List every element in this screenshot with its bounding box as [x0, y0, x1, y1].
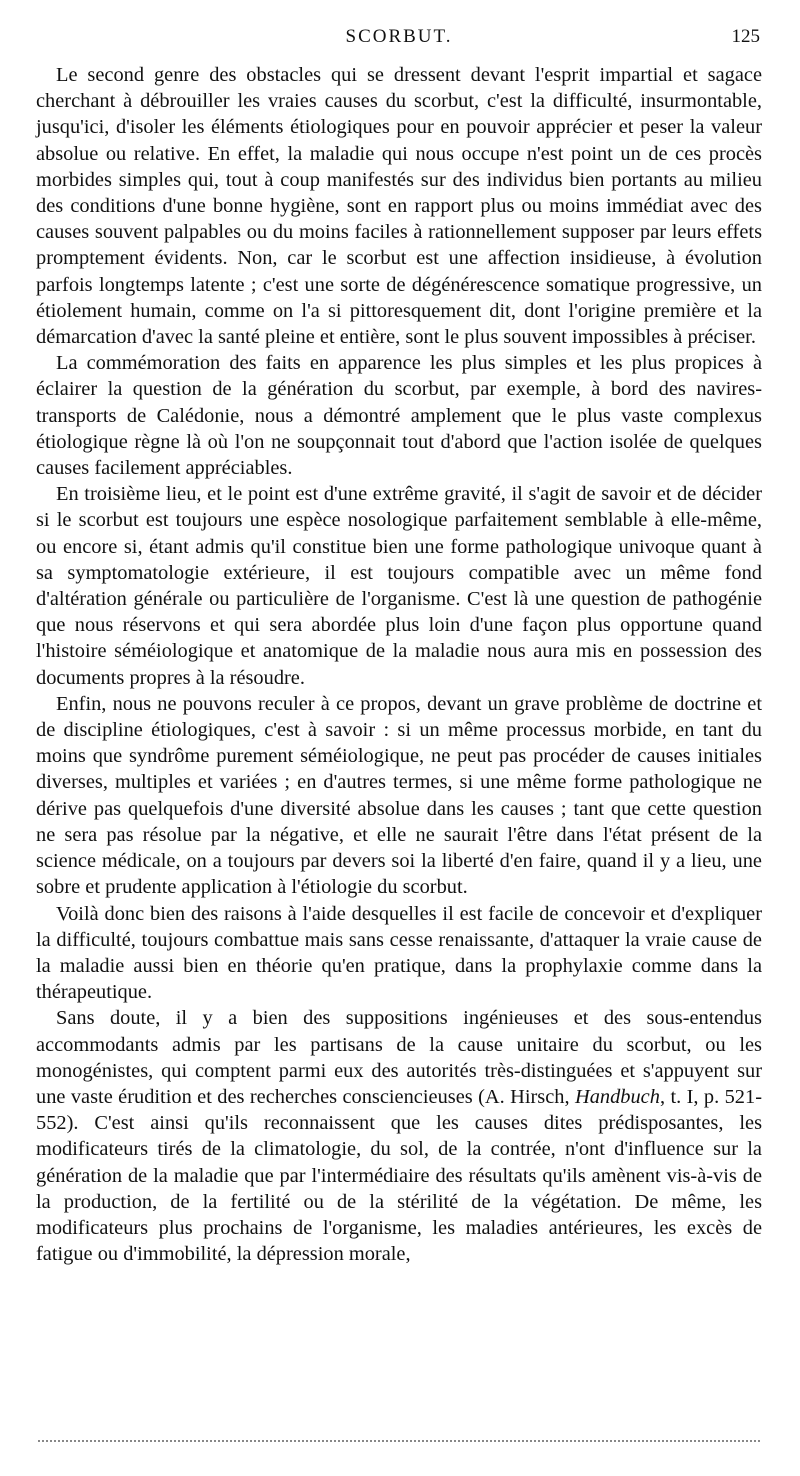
paragraph-text: Sans doute, il y a bien des suppositions ingénieuses et des sous-entendus accommodants admis par les partisans de la cause unitaire du scorbut, ou les monogénistes, qui comptent parmi eux des autorités très-distinguées et s'appuyent sur une vaste érudition et des recherches consciencieuses (A. Hirsch, [36, 1007, 762, 1108]
page-header [36, 22, 762, 54]
document-page [36, 22, 762, 1267]
paragraph: Le second genre des obstacles qui se dressent devant l'esprit impartial et sagace cherchant à débrouiller les vraies causes du scorbut, c'est la difficulté, insurmontable, jusqu'ici, d'isoler les éléments étiologiques pour en pouvoir apprécier et peser la valeur absolue ou relative. En effet, la maladie qui nous occupe n'est point un de ces procès morbides simples qui, tout à coup manifestés sur des individus bien portants au milieu des conditions d'une bonne hygiène, sont en rapport plus ou moins immédiat avec des causes souvent palpables ou du moins faciles à rationnellement supposer par leurs effets promptement évidents. Non, car le scorbut est une affection insidieuse, à évolution parfois longtemps latente ; c'est une sorte de dégénérescence somatique progressive, un étiolement humain, comme on l'a si pittoresquement dit, dont l'origine première et la démarcation d'avec la santé pleine et entière, sont le plus souvent impossibles à préciser. [36, 64, 762, 349]
page-number: 125 [731, 26, 760, 47]
paragraph: La commémoration des faits en apparence les plus simples et les plus propices à éclairer la question de la génération du scorbut, par exemple, à bord des navires-transports de Calédonie, nous a démontré amplement que le plus vaste complexus étiologique règne là où l'on ne soupçonnait tout d'abord que l'action isolée de quelques causes facilement appréciables. [36, 352, 762, 480]
citation-title: Handbuch [574, 1085, 660, 1108]
paragraph: En troisième lieu, et le point est d'une extrême gravité, il s'agit de savoir et de décider si le scorbut est toujours une espèce nosologique parfaitement semblable à elle-même, ou encore si, étant admis qu'il constitue bien une forme pathologique univoque quant à sa symptomatologie extérieure, il est toujours compatible avec un même fond d'altération générale ou particulière de l'organisme. C'est là une question de pathogénie que nous réservons et qui sera abordée plus loin d'une façon plus opportune quand l'histoire séméiologique et anatomique de la maladie nous aura mis en possession des documents propres à la résoudre. [36, 483, 762, 689]
body-text [36, 62, 762, 1267]
running-title: SCORBUT. [345, 26, 453, 47]
paragraph-text: , t. I, p. 521-552). C'est ainsi qu'ils reconnaissent que les causes dites prédisposantes, les modificateurs tirés de la climatologie, du sol, de la contrée, n'ont d'influence sur la génération de la maladie que par l'intermédiaire des résultats qu'ils amènent vis-à-vis de la production, de la fertilité ou de la stérilité de la végétation. De même, les modificateurs plus prochains de l'organisme, les maladies antérieures, les excès de fatigue ou d'immobilité, la dépression morale, [36, 1085, 762, 1266]
paragraph [36, 1005, 762, 1267]
footer-dotted-rule [38, 1440, 760, 1442]
paragraph: Enfin, nous ne pouvons reculer à ce propos, devant un grave problème de doctrine et de discipline étiologiques, c'est à savoir : si un même processus morbide, en tant du moins que syndrôme purement séméiologique, ne peut pas procéder de causes initiales diverses, multiples et variées ; en d'autres termes, si une même forme pathologique ne dérive pas quelquefois d'une diversité absolue dans les causes ; tant que cette question ne sera pas résolue par la négative, et elle ne saurait l'être dans l'état présent de la science médicale, on a toujours par devers soi la liberté d'en faire, quand il y a lieu, une sobre et prudente application à l'étiologie du scorbut. [36, 692, 762, 899]
paragraph: Voilà donc bien des raisons à l'aide desquelles il est facile de concevoir et d'expliquer la difficulté, toujours combattue mais sans cesse renaissante, d'attaquer la vraie cause de la maladie aussi bien en théorie qu'en pratique, dans la prophylaxie comme dans la thérapeutique. [36, 902, 762, 1004]
